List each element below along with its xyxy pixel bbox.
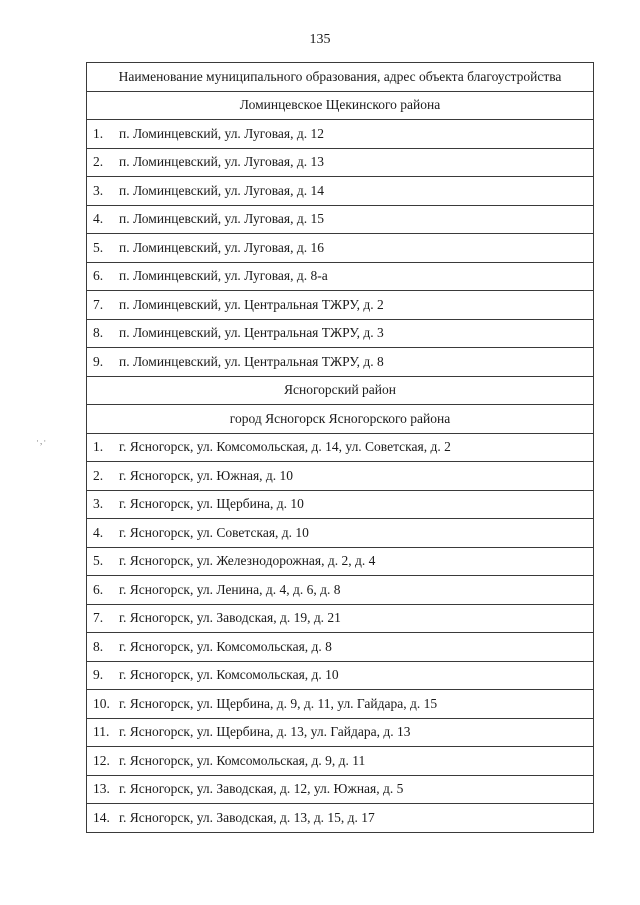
row-number: 5. bbox=[93, 239, 104, 255]
table-header-cell: Наименование муниципального образования, адрес объекта благоустройства bbox=[87, 63, 594, 92]
row-number: 9. bbox=[93, 667, 104, 683]
table-row bbox=[87, 718, 594, 747]
address-text: п. Ломинцевский, ул. Центральная ТЖРУ, д. 2 bbox=[119, 296, 384, 312]
row-number: 13. bbox=[93, 781, 110, 797]
address-cell bbox=[87, 775, 594, 804]
section-title: Ломинцевское Щекинского района bbox=[87, 91, 594, 120]
address-text: п. Ломинцевский, ул. Луговая, д. 13 bbox=[119, 154, 324, 170]
row-number: 10. bbox=[93, 695, 110, 711]
address-cell bbox=[87, 120, 594, 149]
address-text: г. Ясногорск, ул. Заводская, д. 19, д. 21 bbox=[119, 610, 341, 626]
table-row bbox=[87, 120, 594, 149]
table-row bbox=[87, 291, 594, 320]
address-cell bbox=[87, 148, 594, 177]
table-row bbox=[87, 462, 594, 491]
page-number: 135 bbox=[309, 32, 331, 47]
table-row bbox=[87, 433, 594, 462]
address-cell bbox=[87, 490, 594, 519]
row-number: 12. bbox=[93, 752, 110, 768]
address-text: г. Ясногорск, ул. Южная, д. 10 bbox=[119, 467, 294, 483]
address-table bbox=[86, 62, 594, 833]
address-cell bbox=[87, 234, 594, 263]
row-number: 1. bbox=[93, 439, 104, 455]
table-row bbox=[87, 804, 594, 833]
row-number: 6. bbox=[93, 581, 104, 597]
table-row bbox=[87, 604, 594, 633]
row-number: 1. bbox=[93, 125, 104, 141]
address-cell bbox=[87, 547, 594, 576]
row-number: 7. bbox=[93, 610, 104, 626]
address-cell bbox=[87, 319, 594, 348]
table-row bbox=[87, 490, 594, 519]
table-row bbox=[87, 234, 594, 263]
address-text: г. Ясногорск, ул. Железнодорожная, д. 2, д. 4 bbox=[119, 553, 376, 569]
address-text: г. Ясногорск, ул. Щербина, д. 9, д. 11, ул. Гайдара, д. 15 bbox=[119, 695, 438, 711]
row-number: 3. bbox=[93, 496, 104, 512]
row-number: 9. bbox=[93, 353, 104, 369]
row-number: 5. bbox=[93, 553, 104, 569]
address-text: п. Ломинцевский, ул. Центральная ТЖРУ, д. 8 bbox=[119, 353, 384, 369]
table-row bbox=[87, 262, 594, 291]
address-text: г. Ясногорск, ул. Комсомольская, д. 14, ул. Советская, д. 2 bbox=[119, 439, 451, 455]
address-cell bbox=[87, 519, 594, 548]
table-row bbox=[87, 177, 594, 206]
address-text: г. Ясногорск, ул. Комсомольская, д. 9, д. 11 bbox=[119, 752, 366, 768]
table-row bbox=[87, 775, 594, 804]
address-cell bbox=[87, 348, 594, 377]
table-row bbox=[87, 547, 594, 576]
address-cell bbox=[87, 262, 594, 291]
address-text: п. Ломинцевский, ул. Луговая, д. 8-а bbox=[119, 268, 328, 284]
address-cell bbox=[87, 690, 594, 719]
address-cell bbox=[87, 177, 594, 206]
row-number: 3. bbox=[93, 182, 104, 198]
row-number: 2. bbox=[93, 154, 104, 170]
table-row bbox=[87, 576, 594, 605]
table-row bbox=[87, 633, 594, 662]
address-text: г. Ясногорск, ул. Комсомольская, д. 10 bbox=[119, 667, 339, 683]
address-cell bbox=[87, 462, 594, 491]
address-cell bbox=[87, 604, 594, 633]
address-text: г. Ясногорск, ул. Щербина, д. 10 bbox=[119, 496, 304, 512]
address-cell bbox=[87, 205, 594, 234]
address-cell bbox=[87, 661, 594, 690]
table-header-row bbox=[87, 63, 594, 92]
row-number: 4. bbox=[93, 524, 104, 540]
address-cell bbox=[87, 718, 594, 747]
margin-mark: ·,· bbox=[36, 436, 48, 446]
address-cell bbox=[87, 633, 594, 662]
row-number: 2. bbox=[93, 467, 104, 483]
row-number: 8. bbox=[93, 325, 104, 341]
address-text: п. Ломинцевский, ул. Луговая, д. 16 bbox=[119, 239, 324, 255]
table-row bbox=[87, 519, 594, 548]
table-row bbox=[87, 348, 594, 377]
address-text: п. Ломинцевский, ул. Луговая, д. 12 bbox=[119, 125, 324, 141]
address-cell bbox=[87, 576, 594, 605]
address-text: п. Ломинцевский, ул. Центральная ТЖРУ, д. 3 bbox=[119, 325, 384, 341]
row-number: 6. bbox=[93, 268, 104, 284]
row-number: 8. bbox=[93, 638, 104, 654]
address-cell bbox=[87, 747, 594, 776]
address-text: г. Ясногорск, ул. Советская, д. 10 bbox=[119, 524, 309, 540]
address-cell bbox=[87, 804, 594, 833]
table-row bbox=[87, 205, 594, 234]
table-row bbox=[87, 747, 594, 776]
address-text: г. Ясногорск, ул. Ленина, д. 4, д. 6, д. 8 bbox=[119, 581, 341, 597]
address-text: г. Ясногорск, ул. Заводская, д. 12, ул. Южная, д. 5 bbox=[119, 781, 404, 797]
row-number: 7. bbox=[93, 296, 104, 312]
row-number: 14. bbox=[93, 809, 110, 825]
section-title: Ясногорский район bbox=[87, 376, 594, 405]
table-row bbox=[87, 690, 594, 719]
table-row bbox=[87, 661, 594, 690]
table-row bbox=[87, 319, 594, 348]
address-cell bbox=[87, 433, 594, 462]
table-row bbox=[87, 148, 594, 177]
address-text: г. Ясногорск, ул. Заводская, д. 13, д. 15, д. 17 bbox=[119, 809, 375, 825]
section-title-row bbox=[87, 405, 594, 434]
address-text: п. Ломинцевский, ул. Луговая, д. 15 bbox=[119, 211, 324, 227]
address-text: г. Ясногорск, ул. Комсомольская, д. 8 bbox=[119, 638, 332, 654]
address-text: г. Ясногорск, ул. Щербина, д. 13, ул. Гайдара, д. 13 bbox=[119, 724, 411, 740]
section-title-row bbox=[87, 376, 594, 405]
row-number: 11. bbox=[93, 724, 110, 740]
section-title: город Ясногорск Ясногорского района bbox=[87, 405, 594, 434]
row-number: 4. bbox=[93, 211, 104, 227]
address-text: п. Ломинцевский, ул. Луговая, д. 14 bbox=[119, 182, 324, 198]
address-cell bbox=[87, 291, 594, 320]
section-title-row bbox=[87, 91, 594, 120]
